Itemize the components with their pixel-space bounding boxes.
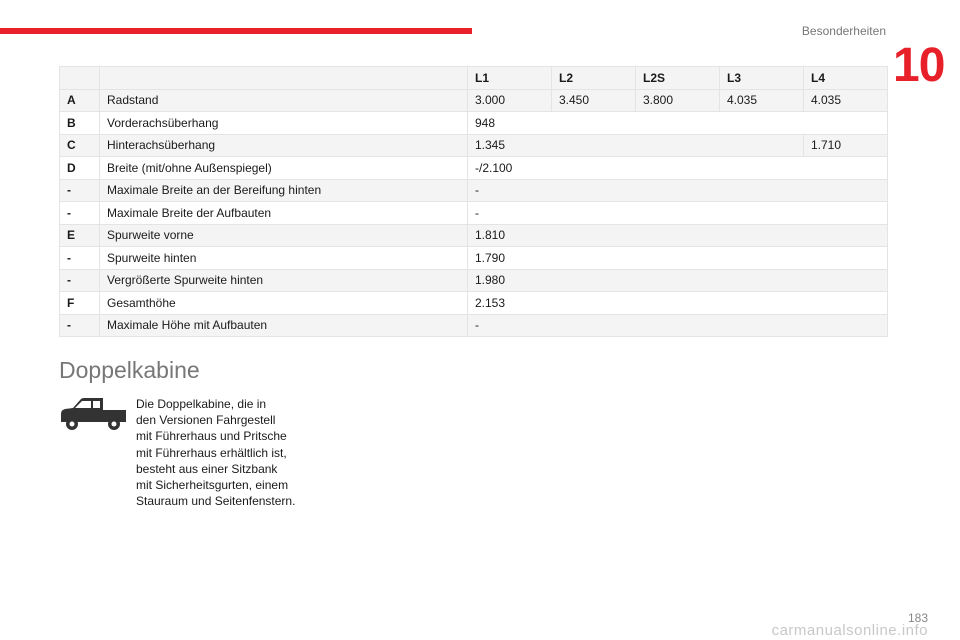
dimensions-table [59, 66, 888, 337]
table-header-row [60, 67, 888, 90]
row-code: - [60, 179, 100, 202]
table-row [60, 112, 888, 135]
table-row [60, 179, 888, 202]
row-label: Vergrößerte Spurweite hinten [100, 269, 468, 292]
row-value-l4: 1.710 [804, 134, 888, 157]
row-code: - [60, 202, 100, 225]
row-value: 1.790 [468, 247, 888, 270]
row-code: F [60, 292, 100, 315]
table-row [60, 314, 888, 337]
row-label: Gesamthöhe [100, 292, 468, 315]
header-blank [60, 67, 100, 90]
row-value: 1.345 [468, 134, 804, 157]
row-value: 4.035 [804, 89, 888, 112]
chapter-number: 10 [893, 39, 945, 92]
column-header: L3 [720, 67, 804, 90]
row-label: Spurweite vorne [100, 224, 468, 247]
row-value: 2.153 [468, 292, 888, 315]
row-label: Radstand [100, 89, 468, 112]
double-cab-van-icon [58, 396, 128, 432]
column-header: L4 [804, 67, 888, 90]
row-value: 1.980 [468, 269, 888, 292]
description-line: besteht aus einer Sitzbank [136, 461, 278, 476]
column-header: L2S [636, 67, 720, 90]
section-header: Besonderheiten [801, 24, 886, 38]
row-value: 3.450 [552, 89, 636, 112]
row-label: Maximale Breite an der Bereifung hinten [100, 179, 468, 202]
column-header: L2 [552, 67, 636, 90]
row-value: -/2.100 [468, 157, 888, 180]
table-row [60, 292, 888, 315]
row-code: - [60, 269, 100, 292]
row-value: - [468, 202, 888, 225]
header-blank [100, 67, 468, 90]
row-value: 948 [468, 112, 888, 135]
row-label: Maximale Höhe mit Aufbauten [100, 314, 468, 337]
row-value: - [468, 314, 888, 337]
description-line: Stauraum und Seitenfenstern. [136, 494, 296, 509]
row-code: - [60, 247, 100, 270]
row-code: C [60, 134, 100, 157]
row-code: - [60, 314, 100, 337]
row-code: D [60, 157, 100, 180]
table-row [60, 269, 888, 292]
row-label: Spurweite hinten [100, 247, 468, 270]
table-row [60, 247, 888, 270]
section-title: Doppelkabine [59, 357, 200, 383]
description-line: mit Führerhaus erhältlich ist, [136, 445, 287, 460]
description-line: mit Führerhaus und Pritsche [136, 429, 287, 444]
watermark: carmanualsonline.info [771, 622, 928, 639]
row-value: 4.035 [720, 89, 804, 112]
description [136, 396, 306, 509]
row-label: Hinterachsüberhang [100, 134, 468, 157]
chapter-color-bar [0, 28, 472, 34]
row-value: 3.800 [636, 89, 720, 112]
row-code: B [60, 112, 100, 135]
column-header: L1 [468, 67, 552, 90]
row-code: A [60, 89, 100, 112]
row-code: E [60, 224, 100, 247]
table-row [60, 89, 888, 112]
description-line: den Versionen Fahrgestell [136, 413, 276, 428]
row-value: 1.810 [468, 224, 888, 247]
table-row [60, 202, 888, 225]
table-row [60, 134, 888, 157]
row-label: Breite (mit/ohne Außenspiegel) [100, 157, 468, 180]
row-value: 3.000 [468, 89, 552, 112]
row-value: - [468, 179, 888, 202]
description-line: Die Doppelkabine, die in [136, 397, 267, 411]
table-row [60, 157, 888, 180]
row-label: Vorderachsüberhang [100, 112, 468, 135]
description-line: mit Sicherheitsgurten, einem [136, 478, 289, 493]
page-number: 183 [907, 611, 928, 625]
row-label: Maximale Breite der Aufbauten [100, 202, 468, 225]
table-row [60, 224, 888, 247]
